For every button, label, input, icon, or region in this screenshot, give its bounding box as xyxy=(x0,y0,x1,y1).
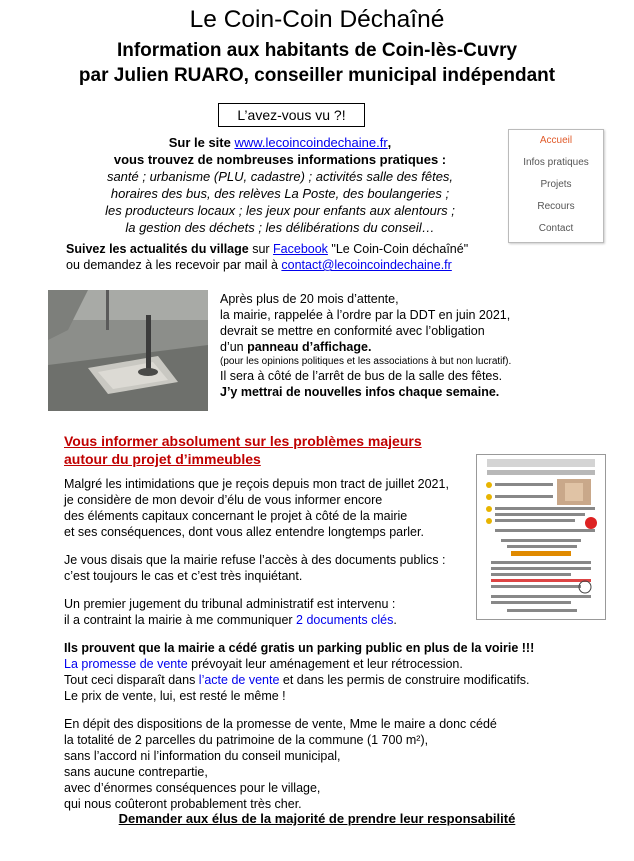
text-line: prévoyait leur aménagement et leur rétrocession. xyxy=(187,657,463,671)
text-line: c’est toujours le cas et c’est très inquiétant. xyxy=(64,569,303,583)
paragraph-1 xyxy=(64,476,542,540)
site-item: la gestion des déchets ; les délibérations du conseil… xyxy=(125,220,435,235)
section-title-line1: Vous informer absolument sur les problèmes majeurs xyxy=(64,433,422,449)
text-line: Un premier jugement du tribunal administratif est intervenu : xyxy=(64,597,396,611)
section-title-line2: autour du projet d’immeubles xyxy=(64,451,261,467)
subtitle-line-1: Information aux habitants de Coin-lès-Cuvry xyxy=(116,40,518,61)
footer-call-to-action: Demander aux élus de la majorité de prendre leur responsabilité xyxy=(118,811,516,826)
paragraph-4 xyxy=(64,656,542,704)
site-prefix: Sur le site xyxy=(168,135,235,150)
follow-mid: sur xyxy=(248,242,274,256)
newsletter-subtitle xyxy=(0,38,634,88)
site-suffix: , xyxy=(387,135,392,150)
paragraph-4-bold: Ils prouvent que la mairie a cédé gratis un parking public en plus de la voirie !!! xyxy=(64,641,535,655)
panel-note: (pour les opinions politiques et les associations à but non lucratif). xyxy=(220,356,512,367)
website-link[interactable]: www.lecoincoindechaine.fr xyxy=(234,135,388,150)
panel-line: Il sera à côté de l’arrêt de bus de la salle des fêtes. xyxy=(220,369,503,383)
text-line: Le prix de vente, lui, est resté le même ! xyxy=(64,689,286,703)
text-line: la totalité de 2 parcelles du patrimoine de la commune (1 700 m²), xyxy=(64,733,429,747)
menu-item-accueil: Accueil xyxy=(539,135,573,146)
text-line: il a contraint la mairie à me communiquer xyxy=(64,613,297,627)
section-title xyxy=(64,432,422,468)
text-line: En dépit des dispositions de la promesse de vente, Mme le maire a donc cédé xyxy=(64,717,497,731)
panel-line: la mairie, rappelée à l’ordre par la DDT en juin 2021, xyxy=(220,308,511,322)
site-item: les producteurs locaux ; les jeux pour enfants aux alentours ; xyxy=(105,203,455,218)
subtitle-line-2: par Julien RUARO, conseiller municipal indépendant xyxy=(78,65,556,86)
menu-item-recours: Recours xyxy=(537,201,575,212)
text-line: avec d’énormes conséquences pour le village, xyxy=(64,781,321,795)
email-link[interactable]: contact@lecoincoindechaine.fr xyxy=(281,258,452,272)
acte-link[interactable]: l’acte de vente xyxy=(198,673,280,687)
paragraph-2 xyxy=(64,552,542,584)
text-line: des éléments capitaux concernant le projet à côté de la mairie xyxy=(64,509,408,523)
site-line2: vous trouvez de nombreuses informations pratiques : xyxy=(113,152,447,167)
panel-bold-line: J’y mettrai de nouvelles infos chaque semaine. xyxy=(220,385,500,399)
newsletter-title: Le Coin-Coin Déchaîné xyxy=(189,6,445,33)
article-body xyxy=(64,476,542,824)
paragraph-5 xyxy=(64,716,542,812)
text-line: . xyxy=(393,613,397,627)
promesse-link[interactable]: La promesse de vente xyxy=(64,657,188,671)
photo-post xyxy=(48,290,208,411)
menu-item-contact: Contact xyxy=(538,223,574,234)
panel-line: d’un xyxy=(220,340,248,354)
text-line: Je vous disais que la mairie refuse l’accès à des documents publics : xyxy=(64,553,446,567)
text-line: sans l’accord ni l’information du conseil municipal, xyxy=(64,749,341,763)
menu-item-projets: Projets xyxy=(540,179,572,190)
text-line: et ses conséquences, dont vous allez entendre longtemps parler. xyxy=(64,525,424,539)
text-line: je considère de mon devoir d’élu de vous informer encore xyxy=(64,493,383,507)
menu-item-infos: Infos pratiques xyxy=(523,157,589,168)
panel-bold: panneau d’affichage. xyxy=(247,340,372,354)
documents-link[interactable]: 2 documents clés xyxy=(296,613,394,627)
paragraph-3 xyxy=(64,596,542,628)
text-line: Tout ceci disparaît dans xyxy=(64,673,199,687)
website-block xyxy=(60,134,500,236)
panel-text xyxy=(220,291,511,400)
follow-bold: Suivez les actualités du village xyxy=(66,242,249,256)
text-line: Malgré les intimidations que je reçois depuis mon tract de juillet 2021, xyxy=(64,477,449,491)
text-line: sans aucune contrepartie, xyxy=(64,765,208,779)
text-line: qui nous coûteront probablement très cher. xyxy=(64,797,302,811)
panel-line: Après plus de 20 mois d’attente, xyxy=(220,292,399,306)
follow-block xyxy=(66,241,468,273)
site-item: santé ; urbanisme (PLU, cadastre) ; activités salle des fêtes, xyxy=(106,169,454,184)
follow-line2: ou demandez à les recevoir par mail à xyxy=(66,258,282,272)
banner-box: L’avez-vous vu ?! xyxy=(218,103,365,127)
site-item: horaires des bus, des relèves La Poste, des boulangeries ; xyxy=(110,186,450,201)
follow-after: "Le Coin-Coin déchaîné" xyxy=(327,242,469,256)
facebook-link[interactable]: Facebook xyxy=(273,242,328,256)
website-menu-preview xyxy=(508,129,604,243)
panel-line: devrait se mettre en conformité avec l’obligation xyxy=(220,324,485,338)
text-line: et dans les permis de construire modificatifs. xyxy=(279,673,530,687)
